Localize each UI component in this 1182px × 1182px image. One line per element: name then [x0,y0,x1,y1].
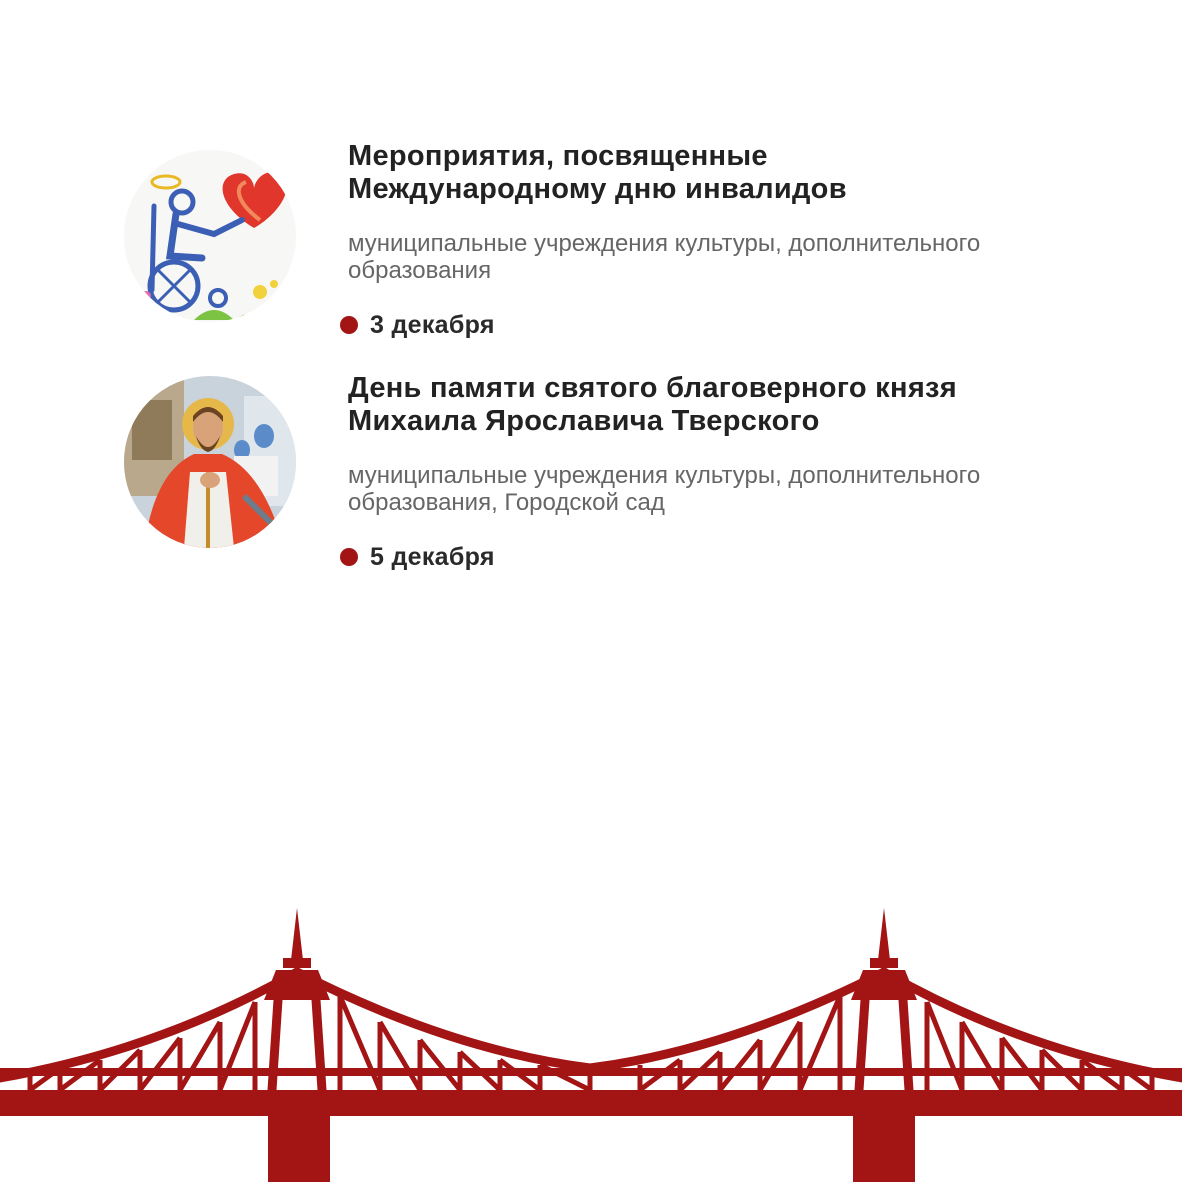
event-venue [348,230,1128,284]
event-date: 5 декабря [370,542,495,571]
bridge-icon [0,900,1182,1182]
saint-prince-painting [124,376,296,548]
wheelchair-heart-icon [124,150,296,322]
event-title [348,372,1128,438]
bridge-silhouette [0,900,1182,1182]
date-bullet-icon [340,316,358,334]
event-title [348,140,1128,206]
event-title-line-1: День памяти святого благоверного князя [348,372,957,404]
event-venue-line-2: образования [348,257,492,284]
event-venue-line-2: образования, Городской сад [348,489,665,516]
event-item-1[interactable] [0,140,1182,340]
event-venue-line-1: муниципальные учреждения культуры, дополнительного [348,462,981,489]
event-item-2[interactable] [0,372,1182,572]
event-title-line-1: Мероприятия, посвященные [348,140,768,172]
event-title-line-2: Международному дню инвалидов [348,173,847,205]
event-venue-line-1: муниципальные учреждения культуры, дополнительного [348,230,981,257]
event-date: 3 декабря [370,310,495,339]
event-venue [348,462,1128,516]
event-image-saint-mikhail [124,376,296,548]
date-bullet-icon [340,548,358,566]
event-title-line-2: Михаила Ярославича Тверского [348,405,820,437]
event-date-row [340,542,495,572]
event-date-row [340,310,495,340]
event-image-disability-day [124,150,296,322]
